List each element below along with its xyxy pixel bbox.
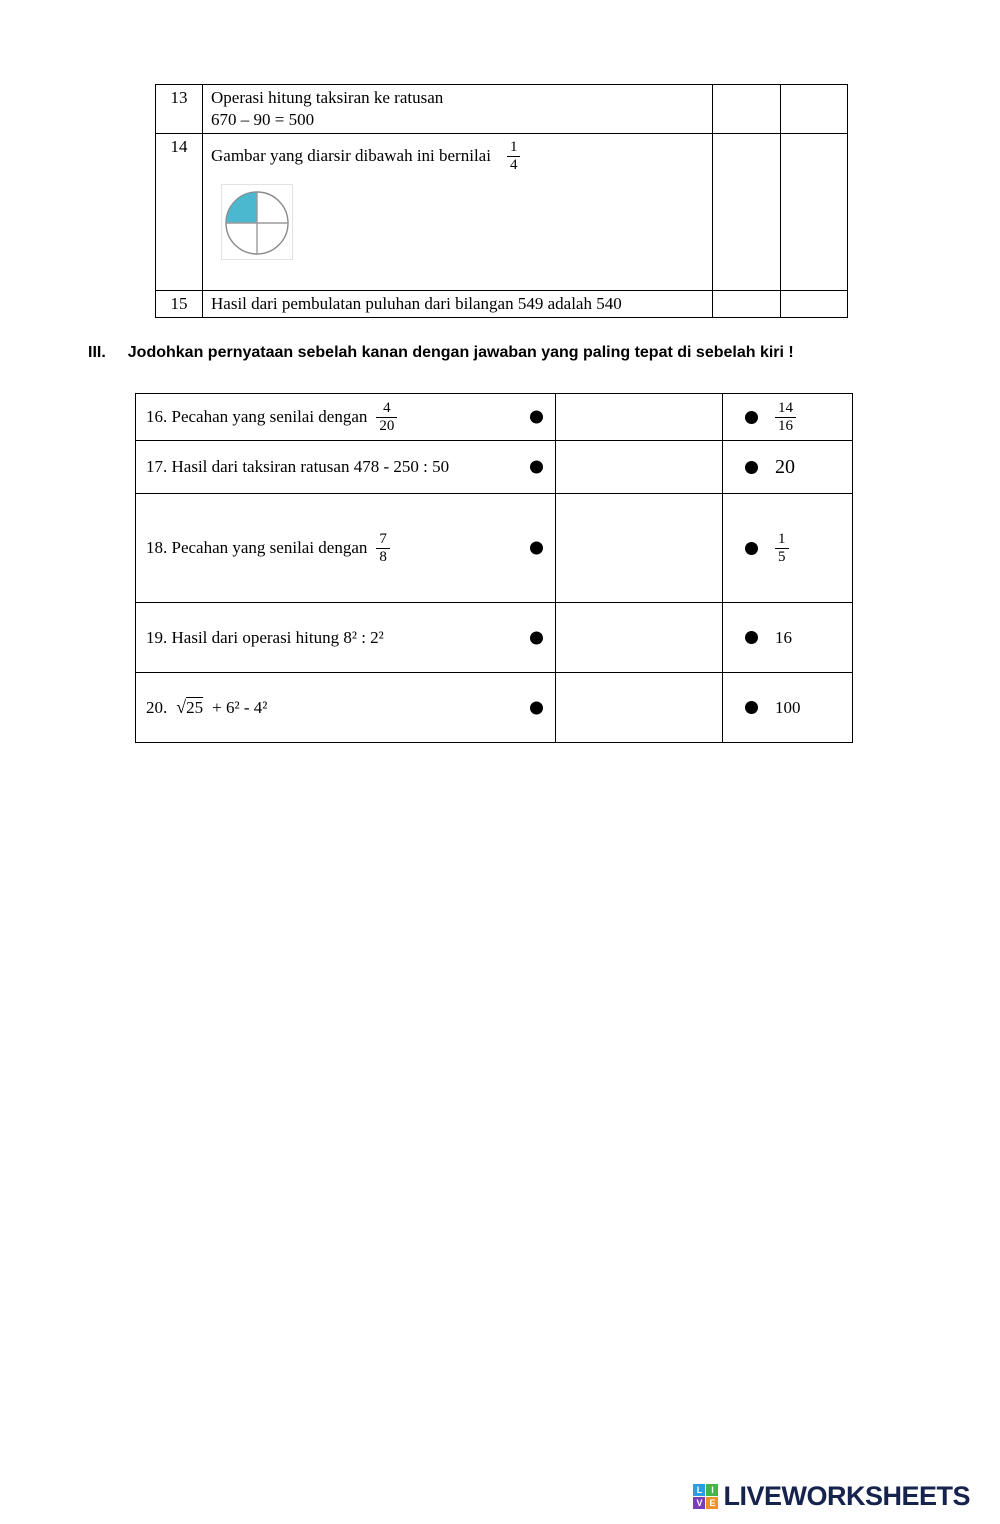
fraction: $\frac{4}{20}$ [376,400,397,435]
answer-cell[interactable] [713,134,781,291]
matching-right-cell [723,673,853,743]
statement-cell [203,85,713,134]
sqrt-expression: √25 [176,697,204,717]
match-dot-right[interactable] [745,631,758,644]
section-title: Jodohkan pernyataan sebelah kanan dengan jawaban yang paling tepat di sebelah kiri ! [127,344,794,361]
fraction: $\frac{1}{4}$ [507,139,521,174]
liveworksheets-footer [693,1481,970,1512]
match-dot-right[interactable] [745,701,758,714]
answer-cell[interactable] [713,85,781,134]
answer-fraction: $\frac{1}{5}$ [775,531,789,566]
brand-text: LIVEWORKSHEETS [723,1481,970,1511]
statement-line: Gambar yang diarsir dibawah ini bernilai [211,146,491,166]
answer-cell[interactable] [713,291,781,318]
answer-text: 16 [775,627,792,647]
matching-right-cell [723,603,853,673]
answer-fraction: $\frac{14}{16}$ [775,400,796,435]
matching-row [136,673,853,743]
row-number: 14 [156,134,203,291]
matching-middle-cell [556,494,723,603]
fraction: $\frac{7}{8}$ [376,531,390,566]
match-dot-right[interactable] [745,542,758,555]
matching-middle-cell [556,441,723,494]
matching-table [135,393,853,743]
statement-line: Hasil dari pembulatan puluhan dari bilangan 549 adalah 540 [211,294,622,314]
matching-left-cell [136,494,556,603]
answer-cell[interactable] [781,291,848,318]
question-text: + 6² - 4² [212,697,268,717]
matching-left-cell [136,394,556,441]
statement-cell [203,134,713,291]
table-row [156,134,848,291]
matching-row [136,394,853,441]
answer-cell[interactable] [781,85,848,134]
logo-square: L [693,1484,705,1496]
match-dot-right[interactable] [745,461,758,474]
question-text: 17. Hasil dari taksiran ratusan 478 - 250 : 50 [146,457,450,476]
logo-square: E [706,1497,718,1509]
table-row [156,291,848,318]
table-row [156,85,848,134]
quarter-shaded-pie-icon [224,187,290,257]
matching-row [136,494,853,603]
match-dot-left[interactable] [530,411,543,424]
matching-row [136,441,853,494]
matching-left-cell [136,603,556,673]
matching-left-cell [136,441,556,494]
logo-square: V [693,1497,705,1509]
statement-cell [203,291,713,318]
question-text: 16. Pecahan yang senilai dengan [146,407,368,426]
section-number: III. [88,344,106,361]
question-text: 19. Hasil dari operasi hitung 8² : 2² [146,627,384,647]
pie-image-frame [221,184,293,260]
match-dot-left[interactable] [530,631,543,644]
row-number: 13 [156,85,203,134]
question-text: 20. [146,697,168,717]
matching-middle-cell [556,603,723,673]
radical-symbol: √ [176,697,187,717]
liveworksheets-logo-icon [693,1484,718,1509]
matching-row [136,603,853,673]
statement-line: 670 – 90 = 500 [211,110,315,130]
matching-right-cell [723,494,853,603]
matching-right-cell [723,394,853,441]
matching-left-cell [136,673,556,743]
answer-text: 100 [775,697,801,717]
matching-middle-cell [556,673,723,743]
match-dot-left[interactable] [530,701,543,714]
row-number: 15 [156,291,203,318]
matching-right-cell [723,441,853,494]
match-dot-right[interactable] [745,411,758,424]
match-dot-left[interactable] [530,542,543,555]
answer-cell[interactable] [781,134,848,291]
match-dot-left[interactable] [530,461,543,474]
question-text: 18. Pecahan yang senilai dengan [146,538,368,557]
statement-line: Operasi hitung taksiran ke ratusan [211,88,444,107]
logo-square: I [706,1484,718,1496]
answer-text: 20 [775,455,795,478]
section-heading [88,344,794,362]
statements-table [155,84,848,318]
matching-middle-cell [556,394,723,441]
